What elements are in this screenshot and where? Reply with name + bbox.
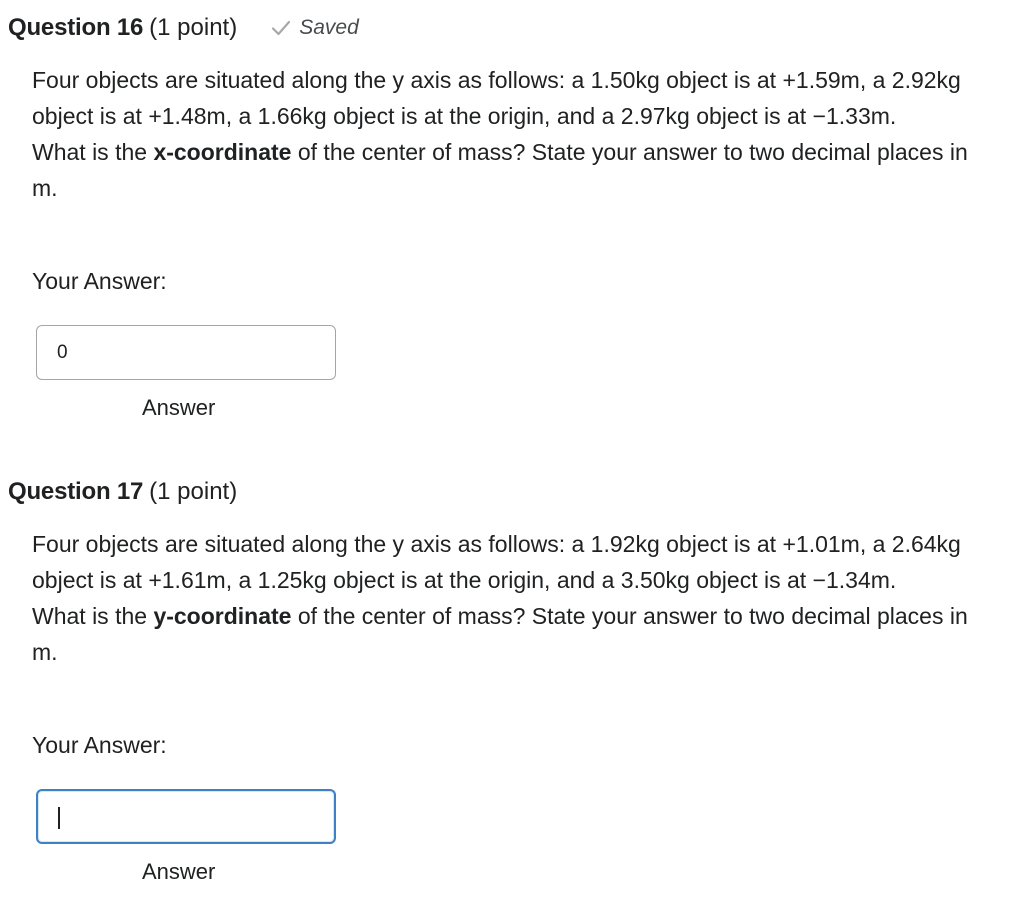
prompt-suffix: of the center of mass? State your answer to two decimal places in m.	[32, 139, 968, 201]
question-text	[32, 526, 992, 670]
prompt-emphasis: y-coordinate	[153, 603, 292, 629]
prompt-suffix: of the center of mass? State your answer to two decimal places in m.	[32, 603, 968, 665]
question-statement: Four objects are situated along the y axis as follows: a 1.50kg object is at +1.59m, a 2.92kg object is at +1.48m, a 1.66kg object is at the origin, and a 2.97kg object is at −1.33m.	[32, 67, 961, 129]
question-points: (1 point)	[149, 478, 238, 505]
question-text	[32, 62, 992, 206]
question-prompt	[32, 598, 992, 670]
your-answer-label: Your Answer:	[32, 732, 167, 758]
saved-status	[271, 16, 359, 40]
answer-caption: Answer	[142, 395, 216, 420]
question-prompt	[32, 134, 992, 206]
question-header	[8, 10, 359, 46]
saved-label: Saved	[299, 16, 359, 39]
answer-caption: Answer	[142, 859, 216, 884]
your-answer-label: Your Answer:	[32, 268, 167, 294]
question-points: (1 point)	[149, 14, 238, 41]
answer-input-focused[interactable]	[36, 789, 336, 844]
prompt-prefix: What is the	[32, 603, 154, 629]
question-header	[8, 474, 237, 510]
checkmark-icon	[271, 20, 291, 36]
prompt-emphasis: x-coordinate	[153, 139, 292, 165]
prompt-prefix: What is the	[32, 139, 154, 165]
question-statement: Four objects are situated along the y axis as follows: a 1.92kg object is at +1.01m, a 2.64kg object is at +1.61m, a 1.25kg object is at the origin, and a 3.50kg object is at −1.34m.	[32, 531, 961, 593]
text-caret	[58, 807, 60, 829]
answer-input[interactable]	[36, 325, 336, 380]
question-title: Question 16	[8, 14, 144, 41]
question-title: Question 17	[8, 478, 144, 505]
